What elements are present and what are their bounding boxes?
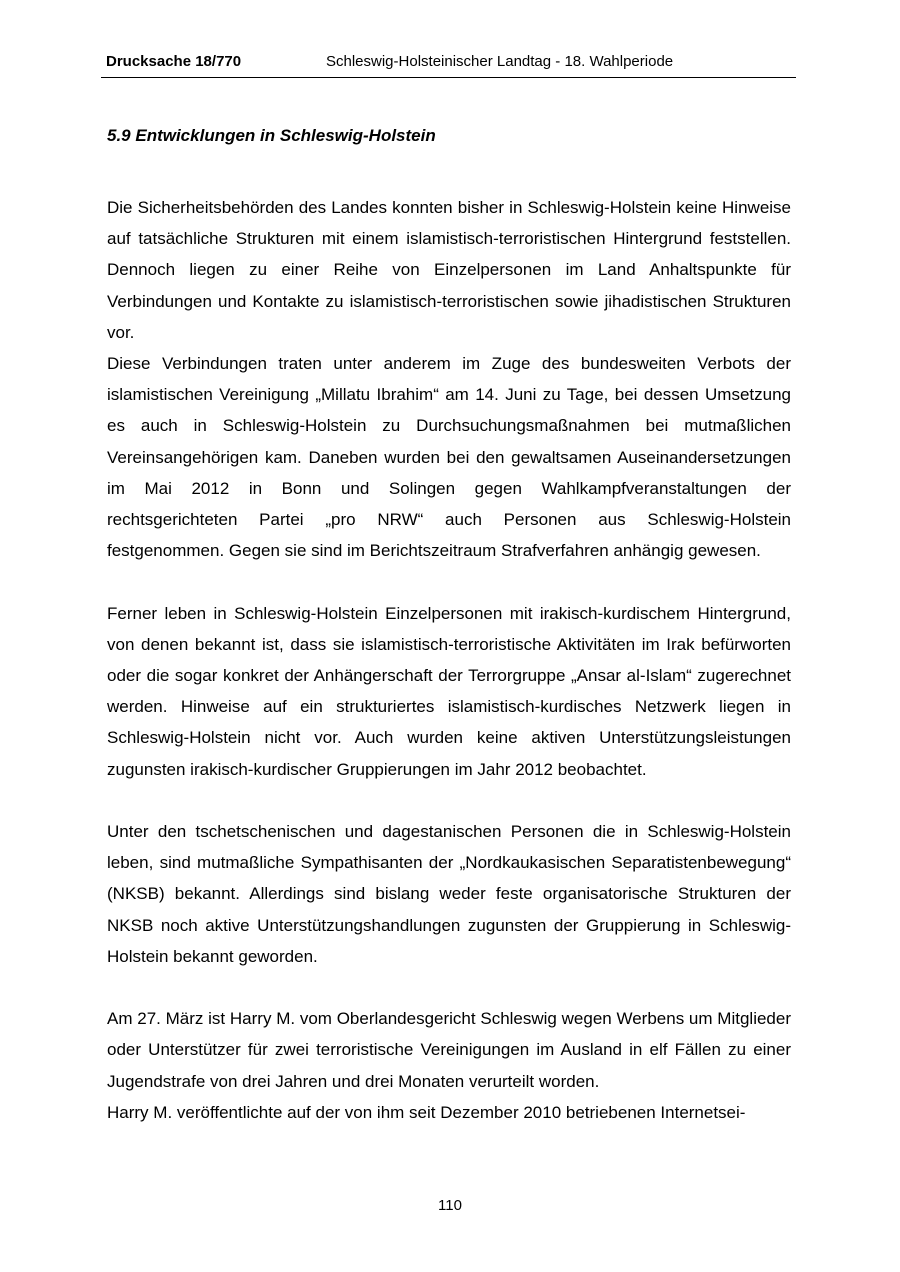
document-source: Schleswig-Holsteinischer Landtag - 18. Wahlperiode (326, 53, 674, 70)
paragraph-1: Die Sicherheitsbehörden des Landes konnten bisher in Schleswig-Holstein keine Hinweise auf tatsächliche Strukturen mit einem islamistisch-terroristischen Hintergrund feststellen. Dennoch liegen zu einer Reihe von Einzelpersonen im Land Anhaltspunkte für Verbindungen und Kontakte zu islamistisch-terroristischen sowie jihadistischen Strukturen vor. (107, 198, 791, 342)
paragraph-5: Am 27. März ist Harry M. vom Oberlandesgericht Schleswig wegen Werbens um Mitglieder oder Unterstützer für zwei terroristische Vereinigungen im Ausland in elf Fällen zu einer Jugendstrafe von drei Jahren und drei Monaten verurteilt worden. (107, 1009, 791, 1091)
section-title: 5.9 Entwicklungen in Schleswig-Holstein (107, 126, 436, 145)
paragraph-6: Harry M. veröffentlichte auf der von ihm seit Dezember 2010 betriebenen Internetsei- (107, 1102, 746, 1122)
paragraph-4: Unter den tschetschenischen und dagestanischen Personen die in Schleswig-Holstein leben, sind mutmaßliche Sympathisanten der „Nordkaukasischen Separatistenbewegung“ (NKSB) bekannt. Allerdings sind bislang weder feste organisatorische Strukturen der NKSB noch aktive Unterstützungshandlungen zugunsten der Gruppierung in Schleswig-Holstein bekannt geworden. (107, 822, 791, 966)
paragraph-3: Ferner leben in Schleswig-Holstein Einzelpersonen mit irakisch-kurdischem Hintergrund, von denen bekannt ist, dass sie islamistisch-terroristische Aktivitäten im Irak befürworten oder die sogar konkret der Anhängerschaft der Terrorgruppe „Ansar al-Islam“ zugerechnet werden. Hinweise auf ein strukturiertes islamistisch-kurdisches Netzwerk liegen in Schleswig-Holstein nicht vor. Auch wurden keine aktiven Unterstützungsleistungen zugunsten irakisch-kurdischer Gruppierungen im Jahr 2012 beobachtet. (107, 603, 791, 779)
paragraph-2: Diese Verbindungen traten unter anderem im Zuge des bundesweiten Verbots der islamistischen Vereinigung „Millatu Ibrahim“ am 14. Juni zu Tage, bei dessen Umsetzung es auch in Schleswig-Holstein zu Durchsuchungsmaßnahmen bei mutmaßlichen Vereinsangehörigen kam. Daneben wurden bei den gewaltsamen Auseinandersetzungen im Mai 2012 in Bonn und Solingen gegen Wahlkampfveranstaltungen der rechtsgerichteten Partei „pro NRW“ auch Personen aus Schleswig-Holstein festgenommen. Gegen sie sind im Berichtszeitraum Strafverfahren anhängig gewesen. (107, 354, 791, 561)
page-number: 110 (438, 1197, 462, 1214)
page-header (101, 50, 796, 78)
document-number: Drucksache 18/770 (106, 53, 242, 70)
body-text (107, 192, 791, 1128)
